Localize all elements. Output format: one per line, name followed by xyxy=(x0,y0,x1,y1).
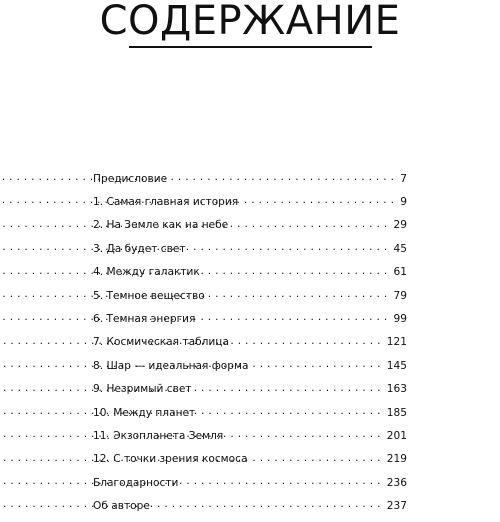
toc-entry-page: 61 xyxy=(393,266,407,279)
toc-entry-page: 237 xyxy=(386,500,407,513)
toc-entry xyxy=(93,358,407,381)
toc-entry-title: 11. Экзопланета Земля xyxy=(93,429,224,442)
dot-leader xyxy=(207,288,388,299)
toc-entry-page: 145 xyxy=(386,359,407,372)
toc-entry xyxy=(93,382,407,405)
toc-entry-page: 79 xyxy=(393,289,407,302)
dot-leader xyxy=(230,218,387,229)
toc-entry xyxy=(93,405,407,428)
dot-leader xyxy=(197,311,387,322)
toc-entry-title: Благодарности xyxy=(93,476,179,489)
toc-entry-page: 99 xyxy=(393,312,407,325)
toc-entry-title: 5. Темное вещество xyxy=(93,289,205,302)
dot-leader xyxy=(240,194,394,205)
toc-entry-page: 121 xyxy=(386,336,407,349)
toc-entry-title: 7. Космическая таблица xyxy=(93,336,229,349)
toc-entry xyxy=(93,241,407,264)
dot-leader xyxy=(169,171,394,182)
toc-entry xyxy=(93,475,407,498)
page-title: СОДЕРЖАНИЕ xyxy=(99,0,401,44)
toc-entry xyxy=(93,194,407,217)
toc-entry-title: 1. Самая главная история xyxy=(93,195,239,208)
toc-entry-page: 45 xyxy=(393,242,407,255)
toc-entry-page: 185 xyxy=(386,406,407,419)
dot-leader xyxy=(202,265,388,276)
toc-entry-page: 201 xyxy=(386,429,407,442)
toc-entry xyxy=(93,218,407,241)
toc-entry xyxy=(93,311,407,334)
dot-leader xyxy=(251,358,381,369)
toc-entry-title: 2. На Земле как на небе xyxy=(93,219,229,232)
toc-entry xyxy=(93,265,407,288)
dot-leader xyxy=(188,241,388,252)
dot-leader xyxy=(249,452,380,463)
toc-entry-page: 163 xyxy=(386,383,407,396)
toc-entry-title: 4. Между галактик xyxy=(93,266,200,279)
dot-leader xyxy=(152,498,381,509)
toc-entry xyxy=(93,335,407,358)
toc-entry-title: Об авторе xyxy=(93,500,150,513)
dot-leader xyxy=(180,475,380,486)
toc-entry-page: 236 xyxy=(386,476,407,489)
toc-entry xyxy=(93,452,407,475)
toc-entry xyxy=(93,288,407,311)
toc-entry-title: 9. Незримый свет xyxy=(93,383,192,396)
dot-leader xyxy=(225,428,381,439)
toc-entry-title: 12. С точки зрения космоса xyxy=(93,453,248,466)
toc-entry-page: 219 xyxy=(386,453,407,466)
toc-entry xyxy=(93,498,407,521)
toc-entry-title: 10. Между планет xyxy=(93,406,196,419)
toc-entry-title: Предисловие xyxy=(93,172,168,185)
toc-entry xyxy=(93,428,407,451)
dot-leader xyxy=(231,335,381,346)
toc-entry-title: 3. Да будет свет xyxy=(93,242,186,255)
toc-entry-title: 6. Темная энергия xyxy=(93,312,196,325)
table-of-contents xyxy=(93,171,407,522)
toc-entry-page: 9 xyxy=(400,195,407,208)
dot-leader xyxy=(197,405,381,416)
toc-entry-title: 8. Шар — идеальная форма xyxy=(93,359,249,372)
toc-entry-page: 7 xyxy=(400,172,407,185)
toc-entry-page: 29 xyxy=(393,219,407,232)
toc-entry xyxy=(93,171,407,194)
dot-leader xyxy=(194,382,381,393)
title-underline xyxy=(129,46,372,48)
